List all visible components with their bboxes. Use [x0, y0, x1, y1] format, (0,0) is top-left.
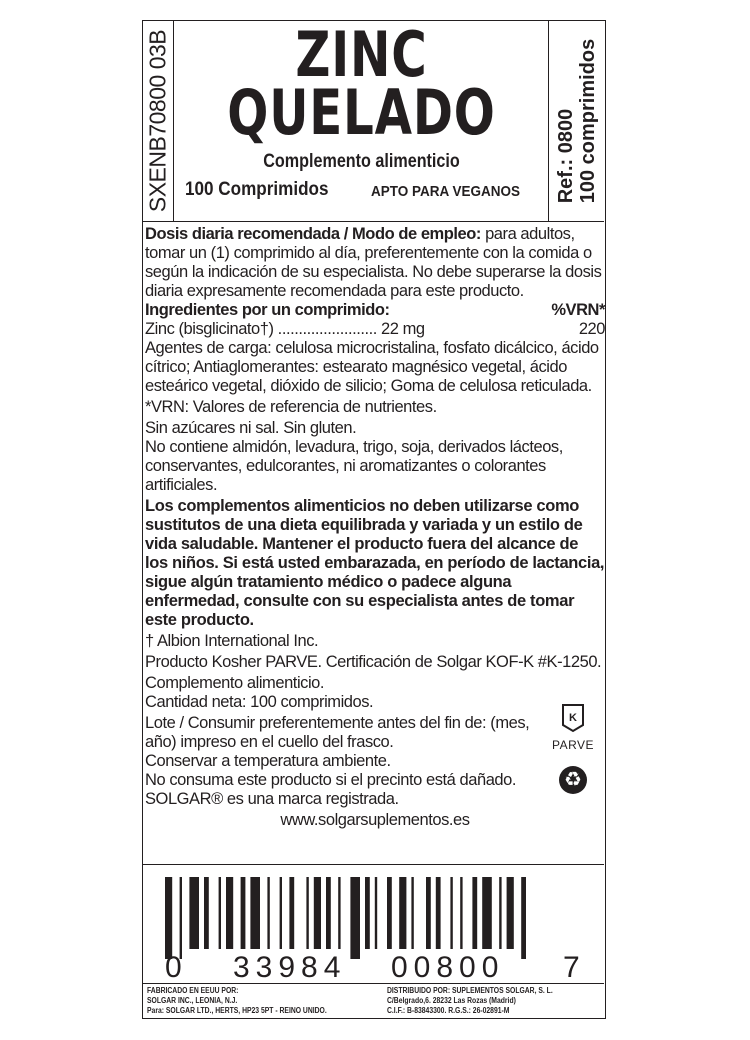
kosher-symbol: K [569, 712, 577, 724]
barcode-bar [204, 877, 209, 949]
manufacturer-line3: Para: SOLGAR LTD., HERTS, HP23 5PT - REINO UNIDO. [147, 1006, 327, 1015]
barcode-bar [399, 877, 406, 949]
barcode-bar [267, 877, 269, 949]
supplement-text: Complemento alimenticio. [145, 674, 325, 692]
albion-note: † Albion International Inc. [145, 632, 319, 650]
seal-text: No consuma este producto si el precinto está dañado. [145, 771, 517, 789]
vegan-claim: APTO PARA VEGANOS [371, 183, 521, 200]
barcode-bar [180, 877, 182, 959]
ingredient-vrn: 220 [578, 320, 605, 338]
barcode-bar [219, 877, 221, 949]
dosage-paragraph [145, 225, 605, 301]
distributor-line3: C.I.F.: B-83843300. R.G.S.: 26-02891-M [387, 1006, 510, 1015]
ingredients-heading: Ingredientes por un comprimido: [145, 301, 390, 319]
dosage-heading: Dosis diaria recomendada / Modo de empleo: [145, 225, 481, 243]
certification-icons [543, 703, 603, 794]
reference-strip [548, 21, 604, 221]
lot-text: Lote / Consumir preferentemente antes del fin de: (mes, año) impreso en el cuello del frasco. [145, 714, 530, 751]
distributor-info [387, 986, 553, 1016]
label-body [145, 225, 605, 830]
barcode-bar [289, 877, 294, 949]
agents-text: Agentes de carga: celulosa microcristalina, fosfato dicálcico, ácido cítrico; Antiaglomerantes: estearato magnésico vegetal, ácido esteárico vegetal, dióxido de silicio; Goma de celulosa reticulada. [145, 339, 599, 395]
website-text: www.solgarsuplementos.es [280, 811, 470, 829]
vrn-note: *VRN: Valores de referencia de nutrientes. [145, 398, 437, 416]
barcode-digit-last: 7 [563, 951, 581, 984]
barcode-bar [241, 877, 246, 949]
barcode-bar [460, 877, 462, 949]
no-sugar-text: Sin azúcares ni sal. Sin gluten. [145, 419, 357, 437]
barcode-bar [375, 877, 377, 949]
dosage-text: para adultos, tomar un (1) comprimido al día, preferentemente con la comida o según la indicación de su especialista. No debe superarse la dosis diaria expresamente recomendada para este producto. [145, 225, 602, 300]
reference-number: Ref.: 0800 [554, 108, 577, 204]
barcode-bars [165, 877, 585, 959]
net-quantity-text: Cantidad neta: 100 comprimidos. [145, 693, 374, 711]
distributor-line2: C/Belgrado,6. 28232 Las Rozas (Madrid) [387, 996, 516, 1005]
free-from-text: No contiene almidón, levadura, trigo, soja, derivados lácteos, conservantes, edulcorantes, ni aromatizantes o colorantes artificiales. [145, 438, 563, 494]
barcode-digit-first: 0 [165, 951, 183, 984]
barcode-bar [426, 877, 431, 949]
trademark-text: SOLGAR® es una marca registrada. [145, 790, 399, 808]
barcode-digits-right: 00800 [391, 951, 505, 984]
warning-text: Los complementos alimenticios no deben utilizarse como sustitutos de una dieta equilibrada y variada y un estilo de vida saludable. Mantener el producto fuera del alcance de los niños. Si está usted embarazada, en período de lactancia, sigue algún tratamiento médico o padece alguna enfermedad, consulte con su especialista antes de tomar este producto. [145, 497, 605, 629]
barcode-bar [314, 877, 321, 949]
barcode-bar [306, 877, 308, 949]
barcode-bar [436, 877, 441, 949]
kosher-icon [560, 703, 586, 733]
manufacturer-line1: FABRICADO EN EEUU POR: [147, 986, 239, 995]
barcode-bar [387, 877, 392, 949]
distributor-line1: DISTRIBUIDO POR: SUPLEMENTOS SOLGAR, S. L. [387, 986, 553, 995]
barcode-bar [250, 877, 260, 949]
barcode-bar [411, 877, 413, 949]
barcode-bar [499, 877, 501, 949]
kosher-text: Producto Kosher PARVE. Certificación de Solgar KOF-K #K-1250. [145, 653, 602, 671]
barcode-bar [482, 877, 492, 949]
barcode-bar [226, 877, 233, 949]
barcode-bar [326, 877, 331, 949]
vrn-heading: %VRN* [551, 301, 605, 319]
ingredient-name: Zinc (bisglicinato†) ........................ 22 mg [145, 320, 425, 338]
ingredient-row [145, 320, 605, 339]
green-dot-recycle-icon: ♻ [559, 766, 587, 794]
label-header [143, 18, 604, 222]
product-title-line1: ZINC [295, 18, 428, 91]
barcode-bar [450, 877, 452, 949]
manufacturer-line2: SOLGAR INC., LEONIA, N.J. [147, 996, 238, 1005]
barcode-digits-left: 33984 [233, 951, 347, 984]
reference-count: 100 comprimidos [576, 38, 599, 204]
parve-label: PARVE [551, 738, 595, 752]
barcode-bar [521, 877, 526, 959]
tablet-count: 100 Comprimidos [185, 179, 329, 200]
barcode-bar [350, 877, 360, 959]
batch-code-strip [143, 21, 174, 221]
manufacturer-info [147, 986, 327, 1016]
storage-text: Conservar a temperatura ambiente. [145, 752, 391, 770]
barcode-area [143, 864, 604, 984]
ingredients-header-row [145, 301, 605, 320]
barcode-bar [507, 877, 514, 949]
barcode-bar [365, 877, 370, 949]
product-title-line2: QUELADO [227, 76, 496, 149]
barcode-bar [338, 877, 340, 949]
barcode-bar [189, 877, 199, 949]
batch-code: SXENB70800 03B [144, 29, 171, 213]
barcode-bar [280, 877, 282, 949]
product-label [142, 20, 606, 1019]
product-subtitle: Complemento alimenticio [263, 151, 460, 172]
barcode-bar [165, 877, 172, 959]
barcode-bar [472, 877, 477, 949]
